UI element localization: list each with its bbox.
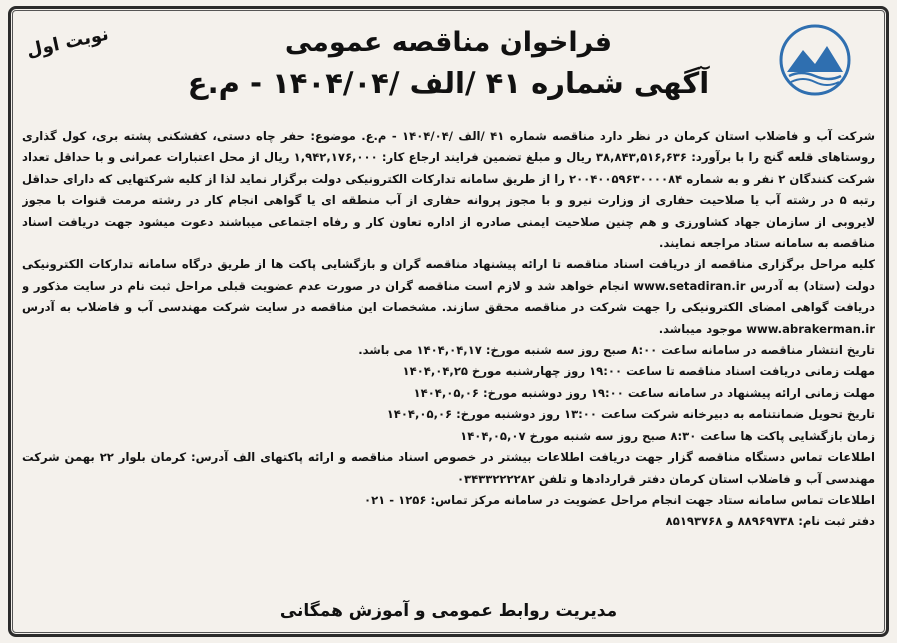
ad-paragraph: اطلاعات تماس دستگاه مناقصه گزار جهت دریافت اطلاعات بیشتر در خصوص اسناد مناقصه و ارائه پاکتهای الف آدرس: کرمان بلوار ۲۲ بهمن شرکت مهندسی آب و فاضلاب استان کرمان دفتر قراردادها و تلفن ۰۳۴۳۳۲۲۲۲۸۲ [22,450,875,486]
ad-line: تاریخ انتشار مناقصه در سامانه ساعت ۸:۰۰ صبح روز سه شنبه مورخ: ۱۴۰۴,۰۴,۱۷ می باشد. [358,343,875,358]
ad-paragraph: شرکت آب و فاضلاب استان کرمان در نظر دارد مناقصه شماره ۴۱ /الف /۱۴۰۴/۰۴ - م.ع. موضوع: حفر چاه دستی، کفشکنی پشته بری، کول گذاری روستاهای قلعه گنج را با برآورد: ۳۸,۸۴۳,۵۱۶,۶۳۶ ریال و مبلغ تضمین فرایند ارجاع کار: ۱,۹۴۲,۱۷۶,۰۰۰ ریال از محل اعتبارات عمرانی و با حداقل تعداد شرکت کنندگان ۲ نفر و به شماره ۲۰۰۴۰۰۵۹۶۳۰۰۰۰۸۴ را از طریق سامانه تدارکات الکترونیکی دولت برگزار نماید لذا از کلیه شرکتهایی که دارای حداقل رتبه ۵ در رشته آب یا صلاحیت حفاری از وزارت نیرو و با مجوز پروانه حفاری از آب منطقه ای یا گواهی انجام کار در رشته مرمت قنوات با مجوز لایروبی از سازمان جهاد کشاورزی و هم چنین صلاحیت ایمنی صادره از اداره تعاون کار و رفاه اجتماعی میباشند دعوت میشود جهت دریافت اسناد مناقصه به سامانه ستاد مراجعه نمایند. [22,129,875,251]
ad-header [0,23,897,126]
ad-signature: مدیریت روابط عمومی و آموزش همگانی [279,601,618,621]
ad-line: اطلاعات تماس سامانه ستاد جهت انجام مراحل عضویت در سامانه مرکز تماس: ۱۲۵۶ - ۰۲۱ [364,492,875,507]
ad-line: مهلت زمانی دریافت اسناد مناقصه تا ساعت ۱۹:۰۰ روز چهارشنبه مورخ ۱۴۰۴,۰۴,۲۵ [402,364,875,379]
ad-line: مهلت زمانی ارائه پیشنهاد در سامانه ساعت ۱۹:۰۰ روز دوشنبه مورخ: ۱۴۰۴,۰۵,۰۶ [413,385,875,400]
ad-line: دفتر ثبت نام: ۸۸۹۶۹۷۳۸ و ۸۵۱۹۳۷۶۸ [665,514,875,529]
ad-title: فراخوان مناقصه عمومی [284,27,613,58]
ad-paragraph: کلیه مراحل برگزاری مناقصه از دریافت اسناد مناقصه تا ارائه پیشنهاد مناقصه گران و بازگشایی پاکت ها از طریق درگاه سامانه تدارکات الکترونیکی دولت (ستاد) به آدرس www.setadiran.ir انجام خواهد شد و لازم است مناقصه گران در صورت عدم عضویت قبلی مراحل ثبت نام در سایت مذکور و دریافت گواهی امضای الکترونیکی را جهت شرکت در مناقصه محقق سازند. مشخصات این مناقصه در سایت شرکت مهندسی آب و فاضلاب به آدرس www.abrakerman.ir موجود میباشد. [22,257,875,336]
ad-number: آگهی شماره ۴۱ /الف /۱۴۰۴/۰۴ - م.ع [187,66,710,100]
ad-line: تاریخ تحویل ضمانتنامه به دبیرخانه شرکت ساعت ۱۳:۰۰ روز دوشنبه مورخ: ۱۴۰۴,۰۵,۰۶ [386,407,875,422]
ad-body [22,126,875,609]
ad-line: زمان بازگشایی پاکت ها ساعت ۸:۳۰ صبح روز سه شنبه مورخ ۱۴۰۴,۰۵,۰۷ [460,428,875,443]
publication-round: نوبت اول [24,23,111,62]
